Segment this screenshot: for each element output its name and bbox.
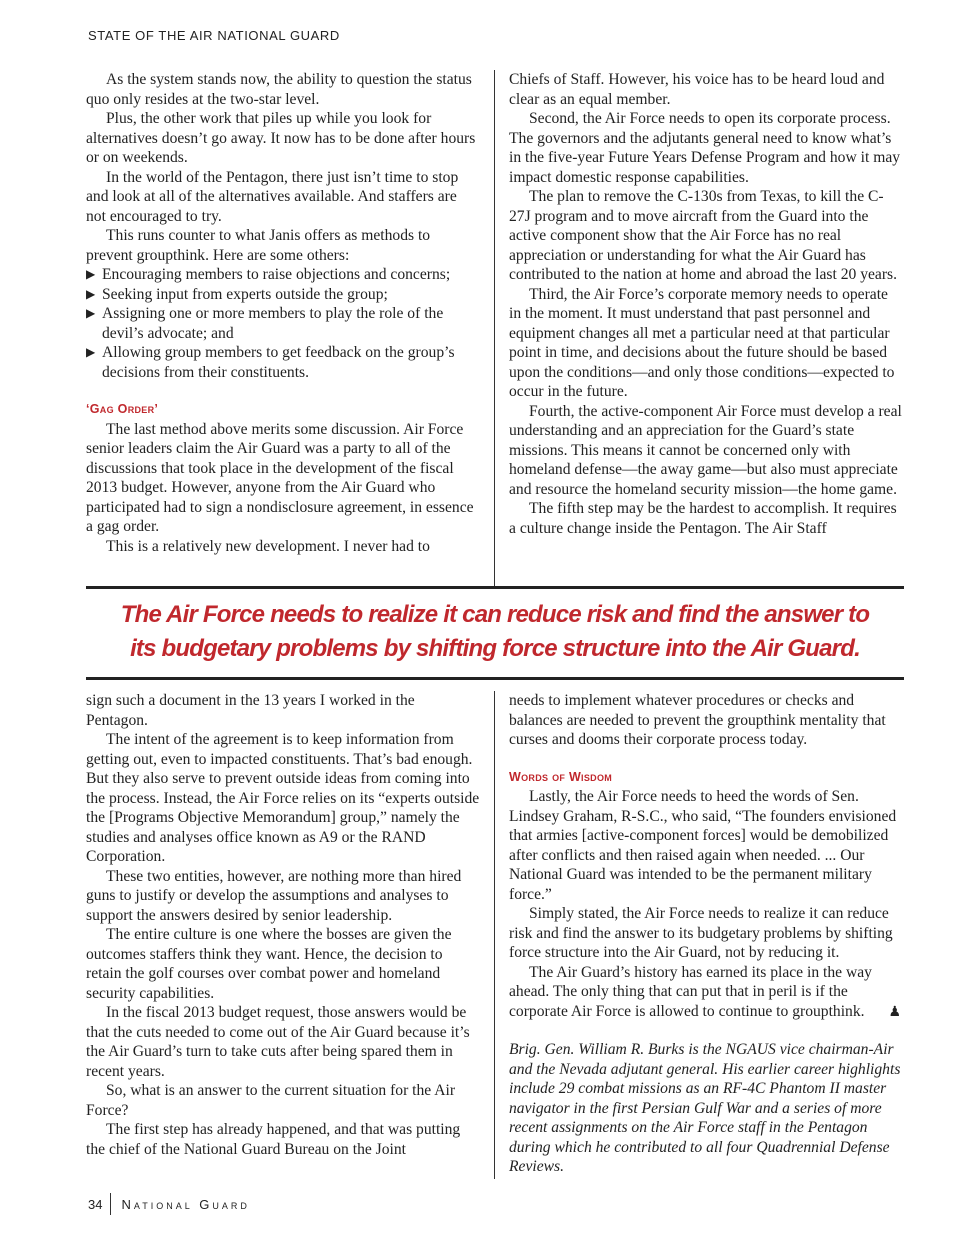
- list-item: ▶ Seeking input from experts outside the group;: [86, 285, 388, 303]
- pull-quote-rule-bottom: [86, 677, 904, 680]
- bullet-list: [86, 265, 480, 382]
- subhead-gag-order: ‘Gag Order’: [86, 402, 159, 416]
- paragraph: Fourth, the active-component Air Force must develop a real understanding and an appreciation for the Guard’s state missions. This means it cannot be concerned only with homeland defense—the away game—but also must appreciate and resource the homeland security mission—the home game.: [509, 402, 902, 498]
- paragraph: Simply stated, the Air Force needs to realize it can reduce risk and find the answer to its budgetary problems by shifting force structure into the Air Guard, not by reducing it.: [509, 905, 893, 961]
- footer-divider: [110, 1193, 111, 1215]
- top-left-column: [86, 70, 480, 556]
- subhead-words-of-wisdom: Words of Wisdom: [509, 769, 613, 784]
- triangle-bullet-icon: ▶: [86, 345, 96, 359]
- paragraph: In the fiscal 2013 budget request, those answers would be that the cuts needed to come out of the Air Guard because it’s the Air Guard’s turn to take cuts after being spared them in recent years.: [86, 1004, 470, 1080]
- list-item: ▶ Assigning one or more members to play the role of the devil’s advocate; and: [86, 305, 444, 342]
- paragraph: The intent of the agreement is to keep information from getting out, even to impacted constituents. That’s bad enough. But they also serve to prevent outside ideas from coming into the process. Instead, the Air Force relies on its “experts outside the [Programs Objective Memorandum] group,” namely the studies and analyses office known as A9 or the RAND Corporation.: [86, 731, 480, 865]
- paragraph: The plan to remove the C-130s from Texas, to kill the C-27J program and to move aircraft from the Guard into the active component show that the Air Force has no real appreciation or understanding for what the Air Guard has contributed to the nation at home and abroad the last 20 years.: [509, 188, 897, 283]
- list-item: ▶ Encouraging members to raise objections and concerns;: [86, 266, 451, 283]
- paragraph: So, what is an answer to the current situation for the Air Force?: [86, 1082, 456, 1119]
- bottom-right-column: [509, 691, 903, 1177]
- paragraph: The last method above merits some discussion. Air Force senior leaders claim the Air Guard was a party to all of the discussions that took place in the development of the fiscal 2013 budget. However, anyone from the Air Guard who participated had to sign a nondisclosure agreement, in essence a gag order.: [86, 420, 474, 535]
- column-divider: [494, 70, 495, 586]
- paragraph: sign such a document in the 13 years I worked in the Pentagon.: [86, 692, 415, 729]
- bottom-left-column: [86, 691, 480, 1159]
- paragraph: The fifth step may be the hardest to accomplish. It requires a culture change inside the Pentagon. The Air Staff: [509, 500, 897, 537]
- author-bio: [509, 1040, 903, 1177]
- triangle-bullet-icon: ▶: [86, 267, 96, 281]
- pull-quote-rule-top: [86, 586, 904, 589]
- triangle-bullet-icon: ▶: [86, 306, 96, 320]
- paragraph: The Air Guard’s history has earned its place in the way ahead. The only thing that can put that in peril is if the corporate Air Force is allowed to continue to groupthink. ♟: [509, 963, 903, 1023]
- paragraph: needs to implement whatever procedures or checks and balances are needed to prevent the groupthink mentality that curses and dooms their corporate process today.: [509, 692, 886, 748]
- minuteman-end-icon: ♟: [888, 1003, 902, 1020]
- pull-quote-line: The Air Force needs to realize it can reduce risk and find the answer to: [120, 601, 870, 628]
- page-footer: [88, 1193, 250, 1215]
- paragraph: These two entities, however, are nothing more than hired guns to justify or develop the assumptions and analyses to support the answers desired by senior leadership.: [86, 867, 462, 924]
- running-head: STATE OF THE AIR NATIONAL GUARD: [88, 28, 340, 43]
- page-number: 34: [88, 1196, 103, 1212]
- paragraph: Third, the Air Force’s corporate memory needs to operate in the moment. It must understand that past personnel and equipment changes all met a particular need at that particular point in time, and decisions about the future should be based upon the conditions—and only those conditions—expected to occur in the future.: [509, 285, 895, 400]
- paragraph: Lastly, the Air Force needs to heed the words of Sen. Lindsey Graham, R-S.C., who said, “The founders envisioned that armies [active-component forces] would be demobilized after conflicts and then raised again when needed. ... Our National Guard was intended to be the permanent military force.”: [509, 788, 897, 903]
- paragraph: This is a relatively new development. I never had to: [106, 537, 430, 555]
- paragraph: Plus, the other work that piles up while you look for alternatives doesn’t go away. It now has to be done after hours or on weekends.: [86, 110, 476, 166]
- column-divider: [494, 691, 495, 1179]
- paragraph: The first step has already happened, and that was putting the chief of the National Guard Bureau on the Joint: [86, 1121, 461, 1158]
- paragraph: Chiefs of Staff. However, his voice has to be heard loud and clear as an equal member.: [509, 71, 885, 108]
- pull-quote: [86, 598, 904, 666]
- paragraph: This runs counter to what Janis offers as methods to prevent groupthink. Here are some others:: [86, 227, 431, 264]
- magazine-name: National Guard: [121, 1196, 250, 1212]
- list-item: ▶ Allowing group members to get feedback on the group’s decisions from their constituents.: [86, 344, 455, 381]
- paragraph: As the system stands now, the ability to question the status quo only resides at the two-star level.: [86, 71, 472, 108]
- bio-text: Brig. Gen. William R. Burks is the NGAUS vice chairman-Air and the Nevada adjutant general. His earlier career highlights include 29 combat missions as an RF-4C Phantom II master navigator in the first Persian Gulf War and a series of more recent assignments on the Air Force staff in the Pentagon during which he contributed to all four Quadrennial Defense Reviews.: [509, 1041, 901, 1175]
- top-right-column: [509, 70, 903, 538]
- pull-quote-line: its budgetary problems by shifting force structure into the Air Guard.: [130, 635, 860, 662]
- paragraph: The entire culture is one where the bosses are given the outcomes staffers think they want. Hence, the decision to retain the golf courses over combat power and homeland security capabilities.: [86, 926, 452, 1002]
- paragraph: Second, the Air Force needs to open its corporate process. The governors and the adjutants general need to know what’s in the five-year Future Years Defense Program and how it may impact domestic response capabilities.: [509, 110, 901, 186]
- paragraph: In the world of the Pentagon, there just isn’t time to stop and look at all of the alternatives available. And staffers are not encouraged to try.: [86, 168, 459, 225]
- triangle-bullet-icon: ▶: [86, 286, 96, 301]
